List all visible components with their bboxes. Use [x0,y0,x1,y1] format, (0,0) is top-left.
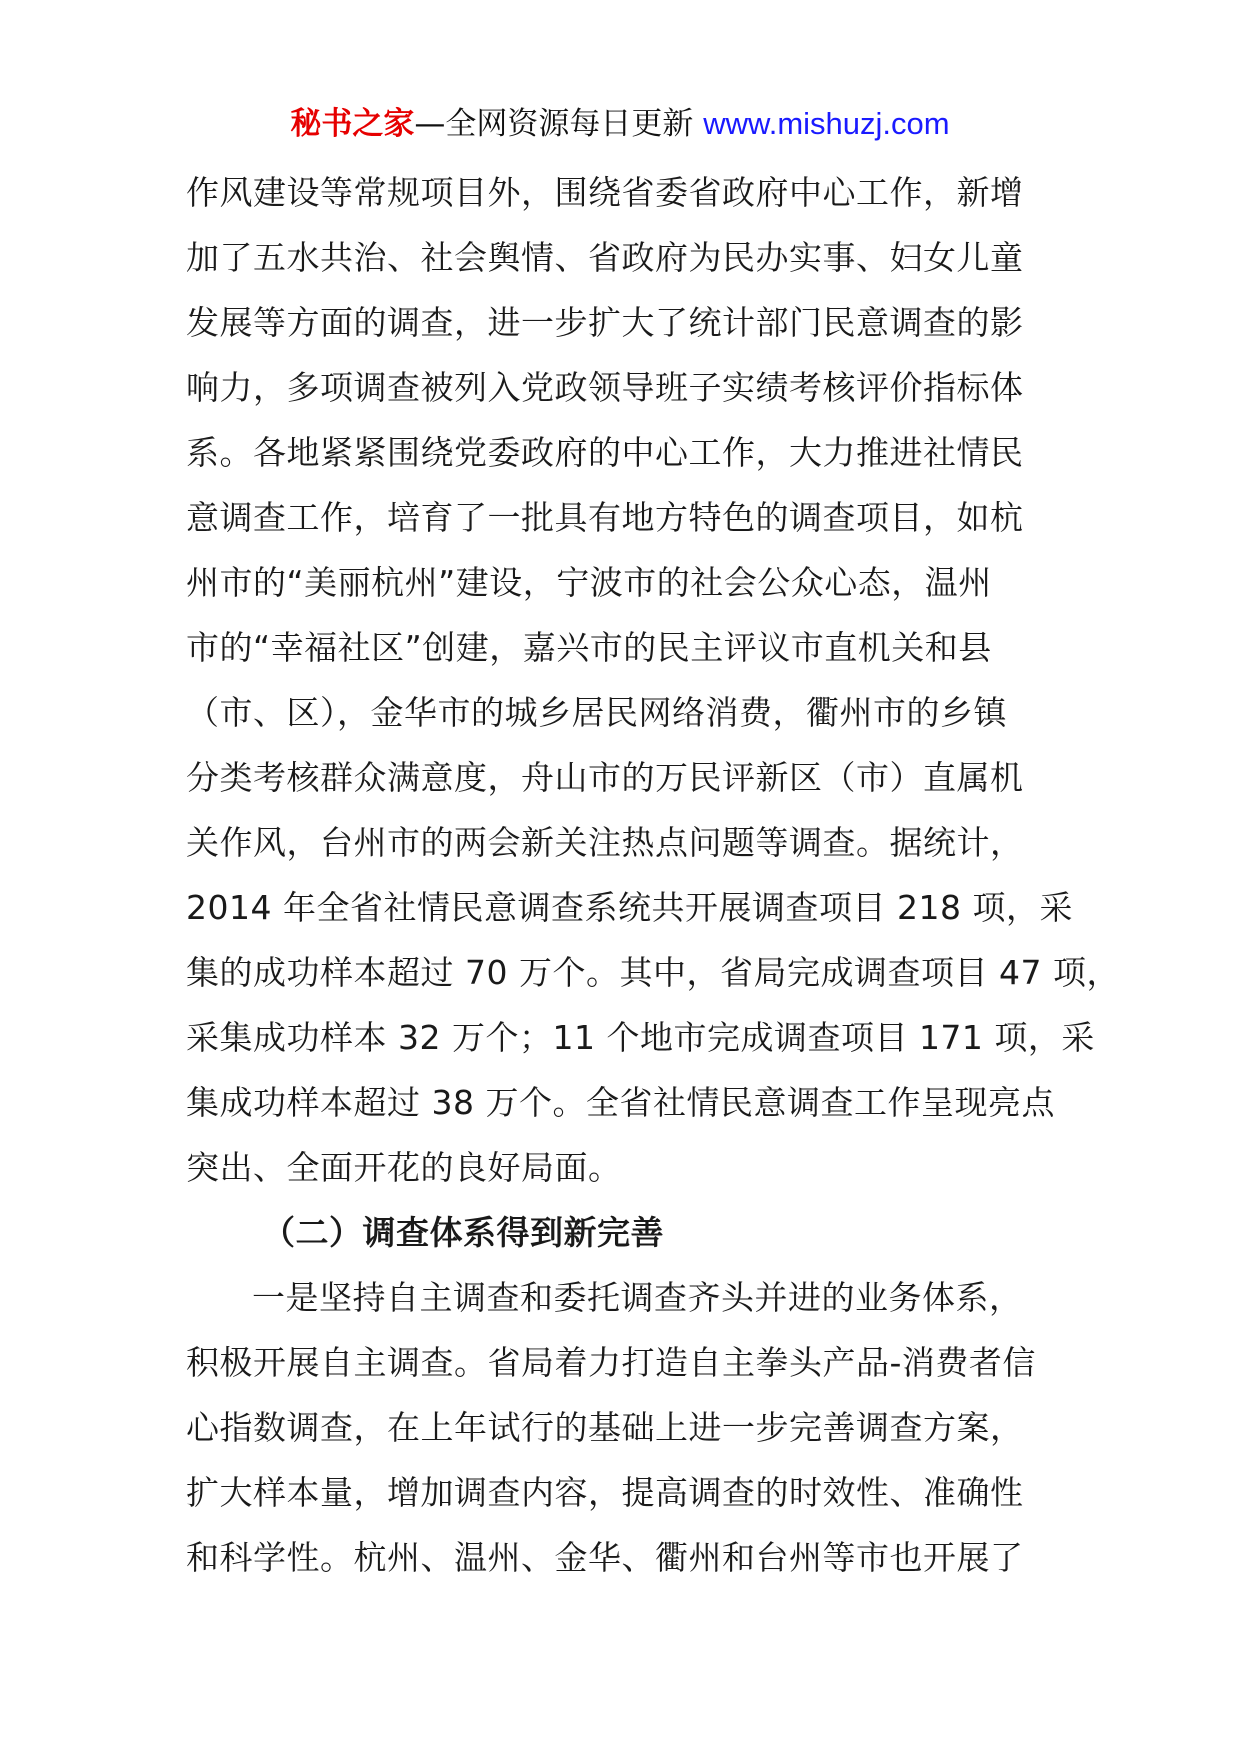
text-line: 市的“幸福社区”创建，嘉兴市的民主评议市直机关和县 [186,628,992,667]
text-line: 关作风，台州市的两会新关注热点问题等调查。据统计， [186,823,1024,862]
text-line: 突出、全面开花的良好局面。 [186,1148,622,1187]
header-tagline: —全网资源每日更新 [414,106,704,142]
text-line: 一是坚持自主调查和委托调查齐头并进的业务体系， [252,1278,1023,1317]
document-body [186,160,1120,1590]
text-line: 2014 年全省社情民意调查系统共开展调查项目 218 项，采 [186,888,1073,927]
page-header [0,98,1240,150]
text-line: 响力，多项调查被列入党政领导班子实绩考核评价指标体 [186,368,1024,407]
text-line: 集成功样本超过 38 万个。全省社情民意调查工作呈现亮点 [186,1083,1055,1122]
text-line: （市、区），金华市的城乡居民网络消费，衢州市的乡镇 [186,693,1007,732]
text-line: 发展等方面的调查，进一步扩大了统计部门民意调查的影 [186,303,1024,342]
text-line: 意调查工作，培育了一批具有地方特色的调查项目，如杭 [186,498,1024,537]
text-line: 心指数调查，在上年试行的基础上进一步完善调查方案， [186,1408,1024,1447]
text-line: 系。各地紧紧围绕党委政府的中心工作，大力推进社情民 [186,433,1024,472]
text-line: 集的成功样本超过 70 万个。其中，省局完成调查项目 47 项， [186,953,1120,992]
text-line: 加了五水共治、社会舆情、省政府为民办实事、妇女儿童 [186,238,1024,277]
brand-name: 秘书之家 [290,106,415,142]
site-url-link[interactable]: www.mishuzj.com [703,106,950,141]
text-line: 州市的“美丽杭州”建设，宁波市的社会公众心态，温州 [186,563,992,602]
text-line: 扩大样本量，增加调查内容，提高调查的时效性、准确性 [186,1473,1024,1512]
text-line: 采集成功样本 32 万个；11 个地市完成调查项目 171 项，采 [186,1018,1095,1057]
text-line: 分类考核群众满意度，舟山市的万民评新区（市）直属机 [186,758,1024,797]
text-line: 作风建设等常规项目外，围绕省委省政府中心工作，新增 [186,173,1024,212]
section-subheading: （二）调查体系得到新完善 [262,1213,664,1252]
text-line: 积极开展自主调查。省局着力打造自主拳头产品-消费者信 [186,1343,1036,1382]
text-line: 和科学性。杭州、温州、金华、衢州和台州等市也开展了 [186,1538,1024,1577]
